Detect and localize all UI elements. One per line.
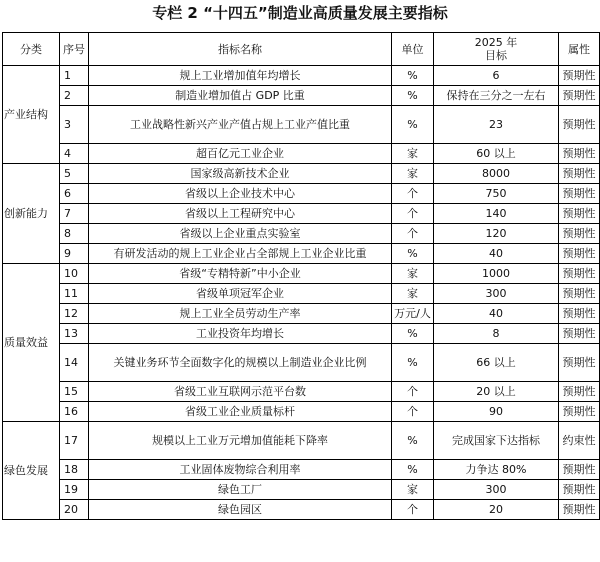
attribute-cell: 预期性 <box>559 264 600 284</box>
indicator-name-cell: 工业固体废物综合利用率 <box>89 460 392 480</box>
table-row <box>3 402 600 422</box>
target-cell: 66 以上 <box>434 344 559 382</box>
header-category: 分类 <box>3 33 60 66</box>
indicator-name-cell: 省级工业互联网示范平台数 <box>89 382 392 402</box>
header-target-year: 2025 年 <box>474 36 518 49</box>
target-cell: 60 以上 <box>434 144 559 164</box>
unit-cell: 个 <box>392 382 434 402</box>
table-row <box>3 86 600 106</box>
attribute-cell: 预期性 <box>559 144 600 164</box>
table-row <box>3 382 600 402</box>
indicator-table <box>2 32 600 520</box>
header-target-label: 目标 <box>485 49 507 62</box>
indicator-name-cell: 省级以上工程研究中心 <box>89 204 392 224</box>
seq-cell: 7 <box>60 204 89 224</box>
unit-cell: 个 <box>392 224 434 244</box>
table-row <box>3 284 600 304</box>
target-cell: 40 <box>434 244 559 264</box>
target-cell: 750 <box>434 184 559 204</box>
table-row <box>3 480 600 500</box>
unit-cell: % <box>392 106 434 144</box>
table-row <box>3 500 600 520</box>
attribute-cell: 预期性 <box>559 500 600 520</box>
unit-cell: 家 <box>392 164 434 184</box>
seq-cell: 5 <box>60 164 89 184</box>
indicator-name-cell: 规上工业全员劳动生产率 <box>89 304 392 324</box>
attribute-cell: 预期性 <box>559 184 600 204</box>
table-row <box>3 244 600 264</box>
unit-cell: % <box>392 244 434 264</box>
target-cell: 20 <box>434 500 559 520</box>
target-cell: 力争达 80% <box>434 460 559 480</box>
header-attr: 属性 <box>559 33 600 66</box>
indicator-name-cell: 绿色园区 <box>89 500 392 520</box>
target-cell: 120 <box>434 224 559 244</box>
unit-cell: 个 <box>392 184 434 204</box>
indicator-name-cell: 省级以上企业技术中心 <box>89 184 392 204</box>
header-name: 指标名称 <box>89 33 392 66</box>
attribute-cell: 预期性 <box>559 86 600 106</box>
table-row <box>3 422 600 460</box>
attribute-cell: 预期性 <box>559 106 600 144</box>
seq-cell: 9 <box>60 244 89 264</box>
table-row <box>3 344 600 382</box>
seq-cell: 6 <box>60 184 89 204</box>
target-cell: 300 <box>434 284 559 304</box>
indicator-name-cell: 规模以上工业万元增加值能耗下降率 <box>89 422 392 460</box>
seq-cell: 2 <box>60 86 89 106</box>
unit-cell: % <box>392 324 434 344</box>
unit-cell: 家 <box>392 144 434 164</box>
target-cell: 140 <box>434 204 559 224</box>
attribute-cell: 预期性 <box>559 480 600 500</box>
target-cell: 1000 <box>434 264 559 284</box>
seq-cell: 3 <box>60 106 89 144</box>
seq-cell: 18 <box>60 460 89 480</box>
seq-cell: 10 <box>60 264 89 284</box>
header-seq: 序号 <box>60 33 89 66</box>
unit-cell: 家 <box>392 284 434 304</box>
category-cell: 质量效益 <box>3 264 60 422</box>
header-row <box>3 33 600 66</box>
unit-cell: 万元/人 <box>392 304 434 324</box>
unit-cell: % <box>392 344 434 382</box>
seq-cell: 4 <box>60 144 89 164</box>
attribute-cell: 预期性 <box>559 66 600 86</box>
attribute-cell: 预期性 <box>559 224 600 244</box>
unit-cell: % <box>392 66 434 86</box>
seq-cell: 12 <box>60 304 89 324</box>
target-cell: 23 <box>434 106 559 144</box>
indicator-name-cell: 工业投资年均增长 <box>89 324 392 344</box>
target-cell: 300 <box>434 480 559 500</box>
table-row <box>3 224 600 244</box>
table-row <box>3 66 600 86</box>
attribute-cell: 预期性 <box>559 164 600 184</box>
attribute-cell: 预期性 <box>559 304 600 324</box>
category-cell: 绿色发展 <box>3 422 60 520</box>
seq-cell: 11 <box>60 284 89 304</box>
target-cell: 40 <box>434 304 559 324</box>
unit-cell: 个 <box>392 204 434 224</box>
unit-cell: 家 <box>392 480 434 500</box>
attribute-cell: 预期性 <box>559 402 600 422</box>
attribute-cell: 预期性 <box>559 324 600 344</box>
seq-cell: 14 <box>60 344 89 382</box>
table-row <box>3 184 600 204</box>
header-target <box>434 33 559 66</box>
attribute-cell: 预期性 <box>559 204 600 224</box>
seq-cell: 13 <box>60 324 89 344</box>
table-row <box>3 264 600 284</box>
table-row <box>3 106 600 144</box>
indicator-name-cell: 省级工业企业质量标杆 <box>89 402 392 422</box>
target-cell: 8 <box>434 324 559 344</box>
indicator-name-cell: 省级“专精特新”中小企业 <box>89 264 392 284</box>
table-row <box>3 460 600 480</box>
indicator-name-cell: 制造业增加值占 GDP 比重 <box>89 86 392 106</box>
attribute-cell: 预期性 <box>559 382 600 402</box>
attribute-cell: 预期性 <box>559 244 600 264</box>
indicator-name-cell: 超百亿元工业企业 <box>89 144 392 164</box>
unit-cell: 个 <box>392 500 434 520</box>
table-row <box>3 304 600 324</box>
unit-cell: 家 <box>392 264 434 284</box>
table-row <box>3 204 600 224</box>
category-cell: 产业结构 <box>3 66 60 164</box>
seq-cell: 1 <box>60 66 89 86</box>
category-cell: 创新能力 <box>3 164 60 264</box>
indicator-name-cell: 关键业务环节全面数字化的规模以上制造业企业比例 <box>89 344 392 382</box>
attribute-cell: 预期性 <box>559 344 600 382</box>
target-cell: 完成国家下达指标 <box>434 422 559 460</box>
table-row <box>3 144 600 164</box>
indicator-name-cell: 国家级高新技术企业 <box>89 164 392 184</box>
seq-cell: 15 <box>60 382 89 402</box>
target-cell: 6 <box>434 66 559 86</box>
seq-cell: 16 <box>60 402 89 422</box>
indicator-name-cell: 有研发活动的规上工业企业占全部规上工业企业比重 <box>89 244 392 264</box>
target-cell: 保持在三分之一左右 <box>434 86 559 106</box>
seq-cell: 19 <box>60 480 89 500</box>
attribute-cell: 预期性 <box>559 284 600 304</box>
unit-cell: 个 <box>392 402 434 422</box>
attribute-cell: 约束性 <box>559 422 600 460</box>
target-cell: 20 以上 <box>434 382 559 402</box>
attribute-cell: 预期性 <box>559 460 600 480</box>
seq-cell: 8 <box>60 224 89 244</box>
indicator-name-cell: 省级以上企业重点实验室 <box>89 224 392 244</box>
target-cell: 90 <box>434 402 559 422</box>
seq-cell: 20 <box>60 500 89 520</box>
unit-cell: % <box>392 460 434 480</box>
table-row <box>3 324 600 344</box>
target-cell: 8000 <box>434 164 559 184</box>
indicator-name-cell: 工业战略性新兴产业产值占规上工业产值比重 <box>89 106 392 144</box>
indicator-name-cell: 规上工业增加值年均增长 <box>89 66 392 86</box>
header-unit: 单位 <box>392 33 434 66</box>
table-row <box>3 164 600 184</box>
unit-cell: % <box>392 422 434 460</box>
indicator-name-cell: 省级单项冠军企业 <box>89 284 392 304</box>
seq-cell: 17 <box>60 422 89 460</box>
table-title: 专栏 2 “十四五”制造业高质量发展主要指标 <box>152 4 448 22</box>
indicator-name-cell: 绿色工厂 <box>89 480 392 500</box>
table-body <box>3 66 600 520</box>
unit-cell: % <box>392 86 434 106</box>
